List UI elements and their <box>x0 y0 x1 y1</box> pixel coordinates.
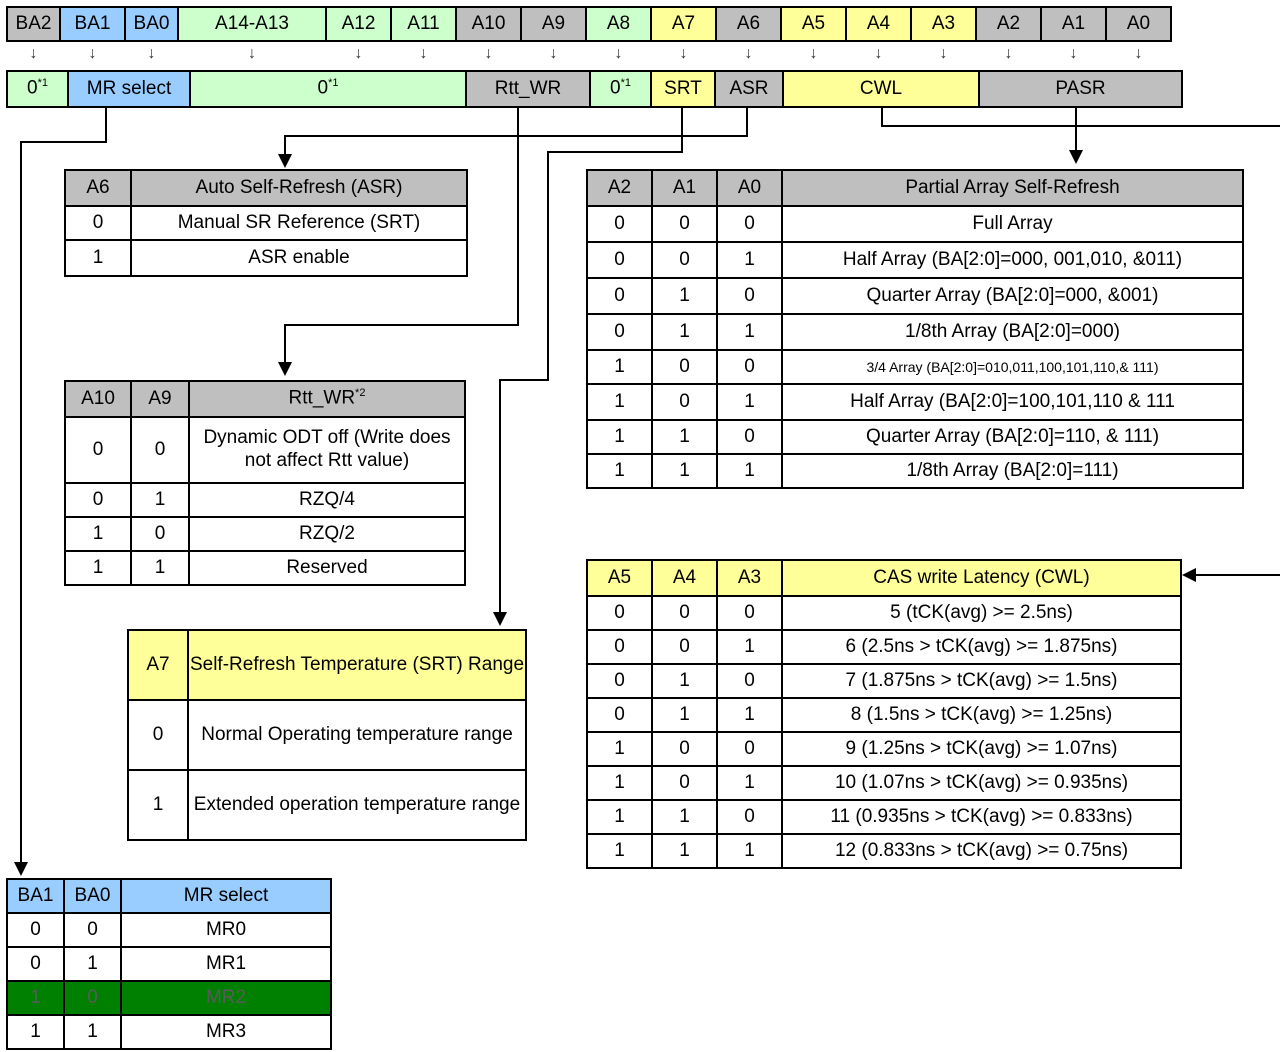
bit-header-a2: A2 <box>975 6 1042 42</box>
cwl-table-header: A5 <box>586 559 653 597</box>
bit-arrow-icon: ↓ <box>614 45 623 62</box>
cwl-table-row: 1 <box>716 629 783 665</box>
pasr-table-row: 1 <box>716 241 783 279</box>
pasr-table-row: 0 <box>651 383 718 421</box>
cwl-table-row: 1 <box>716 697 783 733</box>
cwl-table-row: 1 <box>651 663 718 699</box>
mr-table-row-selected: MR2 <box>120 980 332 1016</box>
mr-table-row: 0 <box>6 912 65 948</box>
bit-arrow-icon: ↓ <box>874 45 883 62</box>
bit-header-a1: A1 <box>1040 6 1107 42</box>
asr-table-header: Auto Self-Refresh (ASR) <box>130 169 468 207</box>
asr-table-row: ASR enable <box>130 239 468 277</box>
cwl-table-row: 1 <box>586 833 653 869</box>
mr-table-row: MR1 <box>120 946 332 982</box>
pasr-table-row: 1/8th Array (BA[2:0]=111) <box>781 453 1244 489</box>
cwl-table-row: 0 <box>586 663 653 699</box>
cwl-table-row: 0 <box>586 629 653 665</box>
cwl-table-row: 0 <box>651 595 718 631</box>
pasr-table-row: 0 <box>651 241 718 279</box>
field-reserved-a8: 0$^{*1}$ <box>589 70 652 108</box>
asr-table-row: 1 <box>64 239 132 277</box>
pasr-table-row: Quarter Array (BA[2:0]=110, & 111) <box>781 419 1244 455</box>
field-reserved-ba2: 0$^{*1}$ <box>6 70 69 108</box>
pasr-table-row: 1/8th Array (BA[2:0]=000) <box>781 313 1244 351</box>
srt-table-header: A7 <box>127 629 189 701</box>
srt-table-row: 0 <box>127 699 189 771</box>
pasr-table-row: 0 <box>586 313 653 351</box>
bit-arrow-icon: ↓ <box>1069 45 1078 62</box>
cwl-table-row: 7 (1.875ns > tCK(avg) >= 1.5ns) <box>781 663 1182 699</box>
srt-table-header: Self-Refresh Temperature (SRT) Range <box>187 629 527 701</box>
mr-table-row: 1 <box>63 946 122 982</box>
cwl-table-row: 0 <box>716 595 783 631</box>
bit-arrow-icon: ↓ <box>88 45 97 62</box>
arrowhead-pasr <box>1069 150 1083 164</box>
pasr-table-row: 0 <box>651 349 718 385</box>
bit-arrow-icon: ↓ <box>679 45 688 62</box>
bit-header-a3: A3 <box>910 6 977 42</box>
bit-header-a7: A7 <box>650 6 717 42</box>
rtt-table-header: Rtt_WR$^{*2}$ <box>188 380 466 418</box>
field-asr: ASR <box>714 70 784 108</box>
pasr-table-header: A1 <box>651 169 718 207</box>
pasr-table-row: 1 <box>586 349 653 385</box>
pasr-table-row: 0 <box>716 349 783 385</box>
cwl-table-header: A4 <box>651 559 718 597</box>
pasr-table-row: 3/4 Array (BA[2:0]=010,011,100,101,110,& 111) <box>781 349 1244 385</box>
rtt-table-row: 1 <box>130 482 190 518</box>
pasr-table-row: 0 <box>716 419 783 455</box>
field-cwl: CWL <box>782 70 980 108</box>
bit-arrow-icon: ↓ <box>744 45 753 62</box>
mr-table-row: 0 <box>6 946 65 982</box>
cwl-table-row: 0 <box>651 731 718 767</box>
bit-arrow-icon: ↓ <box>29 45 38 62</box>
cwl-table-row: 0 <box>716 799 783 835</box>
mr-table-row-selected: 0 <box>63 980 122 1016</box>
bit-header-ba2: BA2 <box>6 6 61 42</box>
mr-table-header: BA0 <box>63 878 122 914</box>
asr-table-header: A6 <box>64 169 132 207</box>
bit-header-a5: A5 <box>780 6 847 42</box>
mr-table-row: MR0 <box>120 912 332 948</box>
cwl-table-row: 0 <box>586 595 653 631</box>
rtt-table-row: 1 <box>130 550 190 586</box>
bit-header-ba1: BA1 <box>59 6 126 42</box>
pasr-table-row: Half Array (BA[2:0]=000, 001,010, &011) <box>781 241 1244 279</box>
pasr-table-row: 1 <box>651 453 718 489</box>
field-pasr: PASR <box>978 70 1183 108</box>
bit-arrow-icon: ↓ <box>809 45 818 62</box>
cwl-table-row: 6 (2.5ns > tCK(avg) >= 1.875ns) <box>781 629 1182 665</box>
srt-table-row: Extended operation temperature range <box>187 769 527 841</box>
pasr-table-row: 0 <box>586 277 653 315</box>
cwl-table-row: 8 (1.5ns > tCK(avg) >= 1.25ns) <box>781 697 1182 733</box>
cwl-table-row: 0 <box>651 765 718 801</box>
srt-table-row: Normal Operating temperature range <box>187 699 527 771</box>
bit-header-a11: A11 <box>390 6 457 42</box>
cwl-table-row: 1 <box>716 765 783 801</box>
field-mr-select: MR select <box>67 70 191 108</box>
bit-arrow-icon: ↓ <box>1004 45 1013 62</box>
pasr-table-row: 0 <box>651 205 718 243</box>
cwl-table-row: 0 <box>716 731 783 767</box>
pasr-table-row: 1 <box>586 419 653 455</box>
srt-table-row: 1 <box>127 769 189 841</box>
bit-arrow-icon: ↓ <box>1134 45 1143 62</box>
cwl-table-row: 9 (1.25ns > tCK(avg) >= 1.07ns) <box>781 731 1182 767</box>
cwl-table-row: 0 <box>651 629 718 665</box>
pasr-table-row: 0 <box>716 277 783 315</box>
pasr-table-row: Quarter Array (BA[2:0]=000, &001) <box>781 277 1244 315</box>
cwl-table-row: 1 <box>651 833 718 869</box>
asr-table-row: 0 <box>64 205 132 241</box>
cwl-table-row: 12 (0.833ns > tCK(avg) >= 0.75ns) <box>781 833 1182 869</box>
connector-asr <box>285 107 747 160</box>
rtt-table-row: RZQ/4 <box>188 482 466 518</box>
bit-arrow-icon: ↓ <box>147 45 156 62</box>
pasr-table-header: A2 <box>586 169 653 207</box>
pasr-table-row: 1 <box>651 419 718 455</box>
pasr-table-row: 1 <box>586 453 653 489</box>
bit-header-a8: A8 <box>585 6 652 42</box>
pasr-table-header: A0 <box>716 169 783 207</box>
cwl-table-row: 1 <box>651 799 718 835</box>
rtt-table-row: 0 <box>64 416 132 484</box>
pasr-table-row: 1 <box>716 383 783 421</box>
cwl-table-header: CAS write Latency (CWL) <box>781 559 1182 597</box>
pasr-table-row: 1 <box>716 453 783 489</box>
bit-header-a4: A4 <box>845 6 912 42</box>
cwl-table-row: 1 <box>586 799 653 835</box>
bit-header-a12: A12 <box>325 6 392 42</box>
arrowhead-asr <box>278 154 292 168</box>
bit-header-a10: A10 <box>455 6 522 42</box>
bit-arrow-icon: ↓ <box>549 45 558 62</box>
rtt-table-row: 1 <box>64 550 132 586</box>
bit-arrow-icon: ↓ <box>354 45 363 62</box>
pasr-table-row: 1 <box>586 383 653 421</box>
asr-table-row: Manual SR Reference (SRT) <box>130 205 468 241</box>
mr-table-row: 1 <box>6 1014 65 1050</box>
cwl-table-header: A3 <box>716 559 783 597</box>
connector-cwl <box>882 107 1280 126</box>
cwl-table-row: 1 <box>586 731 653 767</box>
mr-table-row: 0 <box>63 912 122 948</box>
rtt-table-header: A10 <box>64 380 132 418</box>
cwl-table-row: 1 <box>586 765 653 801</box>
bit-arrow-icon: ↓ <box>939 45 948 62</box>
arrowhead-mr <box>14 862 28 876</box>
rtt-table-row: Dynamic ODT off (Write does not affect Rtt value) <box>188 416 466 484</box>
mr-table-row: MR3 <box>120 1014 332 1050</box>
mr-table-header: MR select <box>120 878 332 914</box>
pasr-table-header: Partial Array Self-Refresh <box>781 169 1244 207</box>
bit-header-a14-a13: A14-A13 <box>177 6 327 42</box>
cwl-table-row: 1 <box>716 833 783 869</box>
rtt-table-row: RZQ/2 <box>188 516 466 552</box>
pasr-table-row: 1 <box>651 277 718 315</box>
bit-header-a9: A9 <box>520 6 587 42</box>
arrowhead-cwl <box>1182 568 1196 582</box>
bit-arrow-icon: ↓ <box>419 45 428 62</box>
mr-table-row-selected: 1 <box>6 980 65 1016</box>
cwl-table-row: 0 <box>586 697 653 733</box>
cwl-table-row: 10 (1.07ns > tCK(avg) >= 0.935ns) <box>781 765 1182 801</box>
pasr-table-row: 0 <box>586 205 653 243</box>
cwl-table-row: 1 <box>651 697 718 733</box>
arrowhead-srt <box>493 612 507 626</box>
rtt-table-header: A9 <box>130 380 190 418</box>
cwl-table-row: 11 (0.935ns > tCK(avg) >= 0.833ns) <box>781 799 1182 835</box>
mr-table-row: 1 <box>63 1014 122 1050</box>
field-srt: SRT <box>650 70 716 108</box>
pasr-table-row: Full Array <box>781 205 1244 243</box>
bit-header-a6: A6 <box>715 6 782 42</box>
rtt-table-row: 0 <box>130 416 190 484</box>
bit-arrow-icon: ↓ <box>248 45 256 62</box>
field-reserved-a14-a11: 0$^{*1}$ <box>189 70 467 108</box>
field-rtt-wr: Rtt_WR <box>465 70 591 108</box>
rtt-table-row: Reserved <box>188 550 466 586</box>
bit-header-a0: A0 <box>1105 6 1172 42</box>
arrowhead-rtt <box>278 362 292 376</box>
cwl-table-row: 5 (tCK(avg) >= 2.5ns) <box>781 595 1182 631</box>
rtt-table-row: 1 <box>64 516 132 552</box>
pasr-table-row: 1 <box>651 313 718 351</box>
cwl-table-row: 0 <box>716 663 783 699</box>
pasr-table-row: 1 <box>716 313 783 351</box>
pasr-table-row: 0 <box>716 205 783 243</box>
bit-arrow-icon: ↓ <box>484 45 493 62</box>
pasr-table-row: Half Array (BA[2:0]=100,101,110 & 111 <box>781 383 1244 421</box>
rtt-table-row: 0 <box>130 516 190 552</box>
rtt-table-row: 0 <box>64 482 132 518</box>
bit-header-ba0: BA0 <box>124 6 179 42</box>
pasr-table-row: 0 <box>586 241 653 279</box>
mr-table-header: BA1 <box>6 878 65 914</box>
